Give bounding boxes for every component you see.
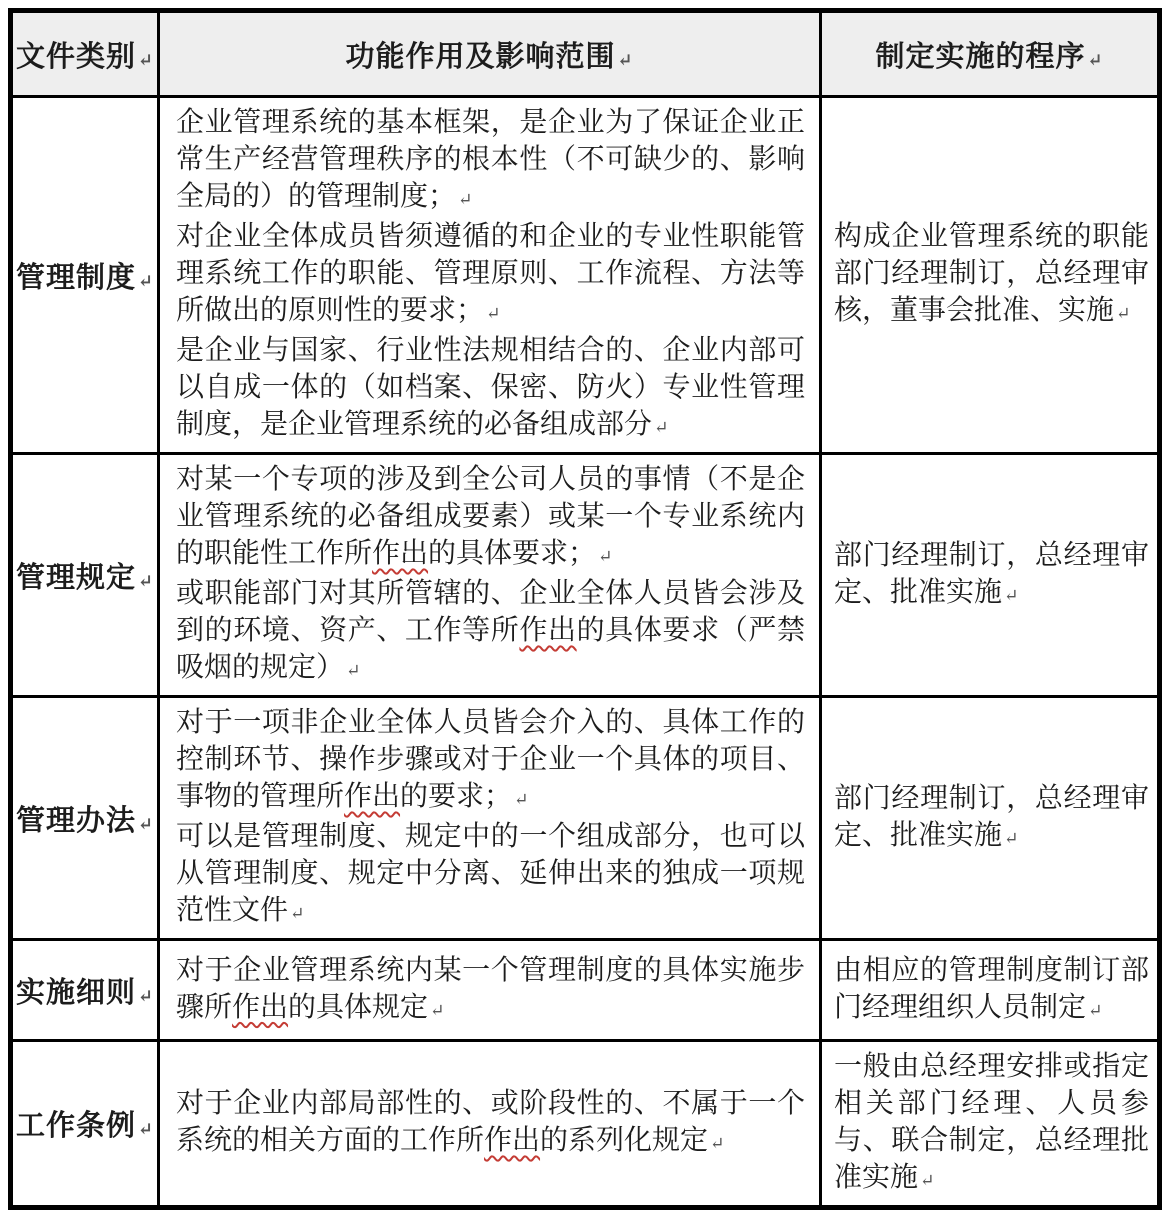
header-cell-category — [11, 11, 159, 97]
misspelled-text: 作出 — [344, 781, 401, 812]
function-cell — [159, 940, 821, 1041]
category-label: 管理办法 — [15, 804, 136, 837]
table-header — [11, 11, 1160, 97]
header-row — [11, 11, 1160, 97]
paragraph — [176, 575, 805, 689]
paragraph-mark: ↵ — [1087, 49, 1104, 70]
paragraph — [176, 461, 805, 575]
category-cell — [11, 697, 159, 940]
text-run: 对于企业内部局部性的、或阶段性的、不属于一个系统的相关方面的工作所 — [176, 1088, 805, 1156]
paragraph-mark: ↵ — [137, 49, 155, 70]
paragraph — [176, 332, 805, 446]
table-row — [11, 1041, 1160, 1208]
paragraph-mark: ↵ — [598, 547, 613, 566]
paragraph — [834, 1048, 1149, 1199]
paragraph — [176, 218, 805, 332]
category-cell — [11, 454, 159, 697]
header-cell-function — [159, 11, 821, 97]
text-run: 构成企业管理系统的职能部门经理制订，总经理审核，董事会批准、实施 — [834, 221, 1149, 326]
function-cell — [159, 1041, 821, 1208]
misspelled-text: 作出 — [484, 1125, 541, 1156]
table-row — [11, 697, 1160, 940]
paragraph-mark: ↵ — [1088, 1000, 1103, 1020]
paragraph — [834, 537, 1149, 614]
text-run: 的要求； — [400, 781, 513, 812]
text-run: 企业管理系统的基本框架，是企业为了保证企业正常生产经营管理秩序的根本性（不可缺少的、影响全局的）的管理制度； — [176, 107, 805, 212]
paragraph-mark: ↵ — [290, 904, 305, 923]
function-cell — [159, 697, 821, 940]
procedure-cell — [821, 97, 1160, 454]
paragraph-mark: ↵ — [514, 790, 529, 809]
text-run: 由相应的管理制度制订部门经理组织人员制定 — [834, 954, 1149, 1023]
category-cell — [11, 1041, 159, 1208]
header-label-category: 文件类别 — [15, 40, 136, 73]
paragraph-mark: ↵ — [617, 49, 634, 70]
paragraph-mark: ↵ — [486, 304, 501, 323]
text-run: 对某一个专项的涉及到全公司人员的事情（不是企业管理系统的必备组成要素）或某一个专业系统内的职能性工作所 — [176, 464, 805, 569]
text-run: 一般由总经理安排或指定相关部门经理、人员参与、联合制定，总经理批准实施 — [834, 1051, 1149, 1193]
header-label-procedure: 制定实施的程序 — [875, 40, 1086, 73]
paragraph-mark: ↵ — [137, 570, 155, 591]
paragraph — [176, 104, 805, 218]
text-run: 或职能部门对其所管辖的、企业全体人员皆会涉及到的环境、资产、工作等所 — [176, 578, 805, 646]
procedure-cell — [821, 940, 1160, 1041]
paragraph-mark: ↵ — [458, 190, 473, 209]
category-label: 管理制度 — [15, 261, 136, 294]
paragraph — [176, 952, 805, 1029]
paragraph-mark: ↵ — [137, 985, 155, 1006]
paragraph-mark: ↵ — [346, 661, 361, 680]
function-cell — [159, 454, 821, 697]
paragraph — [176, 1085, 805, 1162]
category-label: 管理规定 — [15, 561, 136, 594]
table-row — [11, 454, 1160, 697]
text-run: 可以是管理制度、规定中的一个组成部分，也可以从管理制度、规定中分离、延伸出来的独成一项规范性文件 — [176, 821, 805, 926]
text-run: 对于一项非企业全体人员皆会介入的、具体工作的控制环节、操作步骤或对于企业一个具体的项目、事物的管理所 — [176, 707, 805, 812]
header-cell-procedure — [821, 11, 1160, 97]
table-body — [11, 97, 1160, 1208]
text-run: 部门经理制订，总经理审定、批准实施 — [834, 539, 1149, 608]
text-run: 是企业与国家、行业性法规相结合的、企业内部可以自成一体的（如档案、保密、防火）专业性管理制度，是企业管理系统的必备组成部分 — [176, 335, 805, 440]
category-label: 实施细则 — [15, 976, 136, 1009]
table-row — [11, 97, 1160, 454]
procedure-cell — [821, 454, 1160, 697]
text-run: 对企业全体成员皆须遵循的和企业的专业性职能管理系统工作的职能、管理原则、工作流程、方法等所做出的原则性的要求； — [176, 221, 805, 326]
paragraph-mark: ↵ — [920, 1171, 935, 1190]
document-table — [8, 8, 1162, 1210]
misspelled-text: 作出 — [372, 538, 429, 569]
paragraph-mark: ↵ — [1004, 585, 1019, 605]
paragraph-mark: ↵ — [710, 1134, 725, 1153]
procedure-cell — [821, 1041, 1160, 1208]
text-run: 的具体要求； — [428, 538, 597, 569]
paragraph — [834, 780, 1149, 857]
category-label: 工作条例 — [15, 1110, 136, 1142]
paragraph-mark: ↵ — [1004, 828, 1019, 848]
function-cell — [159, 97, 821, 454]
paragraph — [834, 952, 1149, 1029]
procedure-cell — [821, 697, 1160, 940]
paragraph-mark: ↵ — [137, 1119, 155, 1139]
header-label-function: 功能作用及影响范围 — [345, 40, 616, 73]
table-row — [11, 940, 1160, 1041]
paragraph-mark: ↵ — [137, 813, 155, 834]
paragraph-mark: ↵ — [1116, 304, 1131, 323]
paragraph — [176, 704, 805, 818]
category-cell — [11, 940, 159, 1041]
text-run: 的具体要求（严禁吸烟的规定） — [176, 615, 805, 683]
paragraph-mark: ↵ — [430, 1000, 445, 1020]
misspelled-text: 作出 — [232, 991, 289, 1023]
category-cell — [11, 97, 159, 454]
paragraph — [176, 818, 805, 932]
misspelled-text: 作出 — [519, 615, 577, 646]
text-run: 对于企业管理系统内某一个管理制度的具体实施步骤所 — [176, 954, 805, 1023]
paragraph-mark: ↵ — [654, 418, 669, 437]
text-run: 的系列化规定 — [540, 1125, 709, 1156]
text-run: 的具体规定 — [288, 991, 429, 1023]
paragraph-mark: ↵ — [137, 270, 155, 291]
paragraph — [834, 218, 1149, 332]
text-run: 部门经理制订，总经理审定、批准实施 — [834, 782, 1149, 851]
